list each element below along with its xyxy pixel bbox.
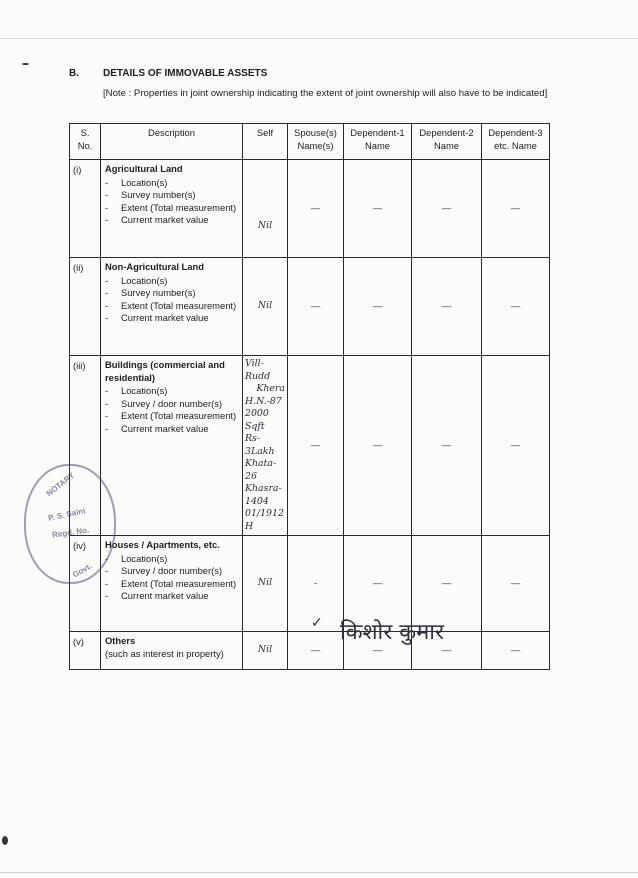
- list-item: - Current market value: [105, 214, 209, 225]
- list-item: - Location(s): [105, 385, 168, 396]
- row-sno: (iv): [70, 536, 101, 632]
- list-item: - Current market value: [105, 590, 209, 601]
- col-header-sno: S. No.: [70, 124, 101, 160]
- table-header-row: [70, 124, 550, 160]
- table-row: [70, 258, 550, 356]
- list-item: - Survey number(s): [105, 189, 196, 200]
- tick-mark: ✓: [311, 614, 323, 630]
- dependent-3-value: —: [482, 632, 550, 670]
- list-item: - Current market value: [105, 422, 209, 434]
- row-description: [101, 536, 243, 632]
- scan-speck: [2, 836, 8, 845]
- dependent-3-value: —: [482, 160, 550, 258]
- list-item: - Extent (Total measurement): [105, 201, 237, 213]
- self-value: Nil: [243, 258, 288, 356]
- row-heading: Agricultural Land: [105, 163, 183, 174]
- table-row: [70, 536, 550, 632]
- col-header-self: Self: [243, 124, 288, 160]
- spouse-value: —: [288, 160, 344, 258]
- table-row: [70, 356, 550, 536]
- row-heading: Houses / Apartments, etc.: [105, 539, 220, 550]
- dependent-2-value: —: [412, 632, 482, 670]
- row-description: [101, 258, 243, 356]
- row-description: [101, 632, 243, 670]
- self-value-handwritten: Vill-Rudd Khera H.N.-87 2000 Sqft Rs-3Lakh Khata-26 Khasra-1404 01/1912 H: [243, 356, 288, 536]
- list-item: - Survey number(s): [105, 287, 196, 298]
- dependent-2-value: —: [412, 160, 482, 258]
- col-header-spouse: Spouse(s) Name(s): [288, 124, 344, 160]
- self-value: Nil: [243, 632, 288, 670]
- signature: किशोर कुमार: [340, 620, 444, 645]
- col-header-dependent-2: Dependent-2 Name: [412, 124, 482, 160]
- col-header-dependent-3: Dependent-3 etc. Name: [482, 124, 550, 160]
- dependent-3-value: —: [482, 356, 550, 536]
- section-letter: B.: [69, 68, 79, 79]
- row-description: [101, 356, 243, 536]
- list-item: - Extent (Total measurement): [105, 299, 237, 311]
- row-description: [101, 160, 243, 258]
- section-note: [Note : Properties in joint ownership indicating the extent of joint ownership will also have to be indicated]: [103, 88, 548, 99]
- notary-stamp: NOTARY P. S. Saini Regd. No. Govt.: [24, 464, 116, 584]
- scan-edge-line: [0, 872, 638, 873]
- spouse-value: —: [288, 632, 344, 670]
- row-sno: (iii): [70, 356, 101, 536]
- self-value: Nil: [243, 160, 288, 258]
- dependent-1-value: —: [344, 356, 412, 536]
- dependent-2-value: —: [412, 536, 482, 632]
- dependent-1-value: —: [344, 632, 412, 670]
- row-subtext: (such as interest in property): [105, 647, 224, 659]
- spouse-value: —: [288, 356, 344, 536]
- row-sno: (ii): [70, 258, 101, 356]
- immovable-assets-table: [69, 123, 550, 670]
- row-heading: Others: [105, 635, 136, 646]
- dependent-2-value: —: [412, 258, 482, 356]
- row-heading: Non-Agricultural Land: [105, 261, 204, 272]
- dependent-3-value: —: [482, 536, 550, 632]
- col-header-dependent-1: Dependent-1 Name: [344, 124, 412, 160]
- dependent-2-value: —: [412, 356, 482, 536]
- list-item: - Extent (Total measurement): [105, 410, 237, 421]
- scan-edge-line: [0, 38, 638, 39]
- dependent-1-value: —: [344, 258, 412, 356]
- dependent-1-value: —: [344, 536, 412, 632]
- row-heading: Buildings (commercial and residential): [105, 359, 225, 383]
- scan-speck: [22, 63, 29, 65]
- list-item: - Survey / door number(s): [105, 565, 223, 576]
- list-item: - Current market value: [105, 312, 209, 323]
- row-sno: (v): [70, 632, 101, 670]
- self-value: Nil: [243, 536, 288, 632]
- dependent-3-value: —: [482, 258, 550, 356]
- spouse-value: -: [288, 536, 344, 632]
- section-title: DETAILS OF IMMOVABLE ASSETS: [103, 68, 268, 79]
- list-item: - Location(s): [105, 176, 168, 188]
- dependent-1-value: —: [344, 160, 412, 258]
- table-row: [70, 632, 550, 670]
- table-row: [70, 160, 550, 258]
- list-item: - Survey / door number(s): [105, 397, 223, 409]
- spouse-value: —: [288, 258, 344, 356]
- row-sno: (i): [70, 160, 101, 258]
- col-header-description: Description: [101, 124, 243, 160]
- list-item: - Location(s): [105, 274, 168, 286]
- list-item: - Extent (Total measurement): [105, 577, 237, 589]
- list-item: - Location(s): [105, 552, 168, 564]
